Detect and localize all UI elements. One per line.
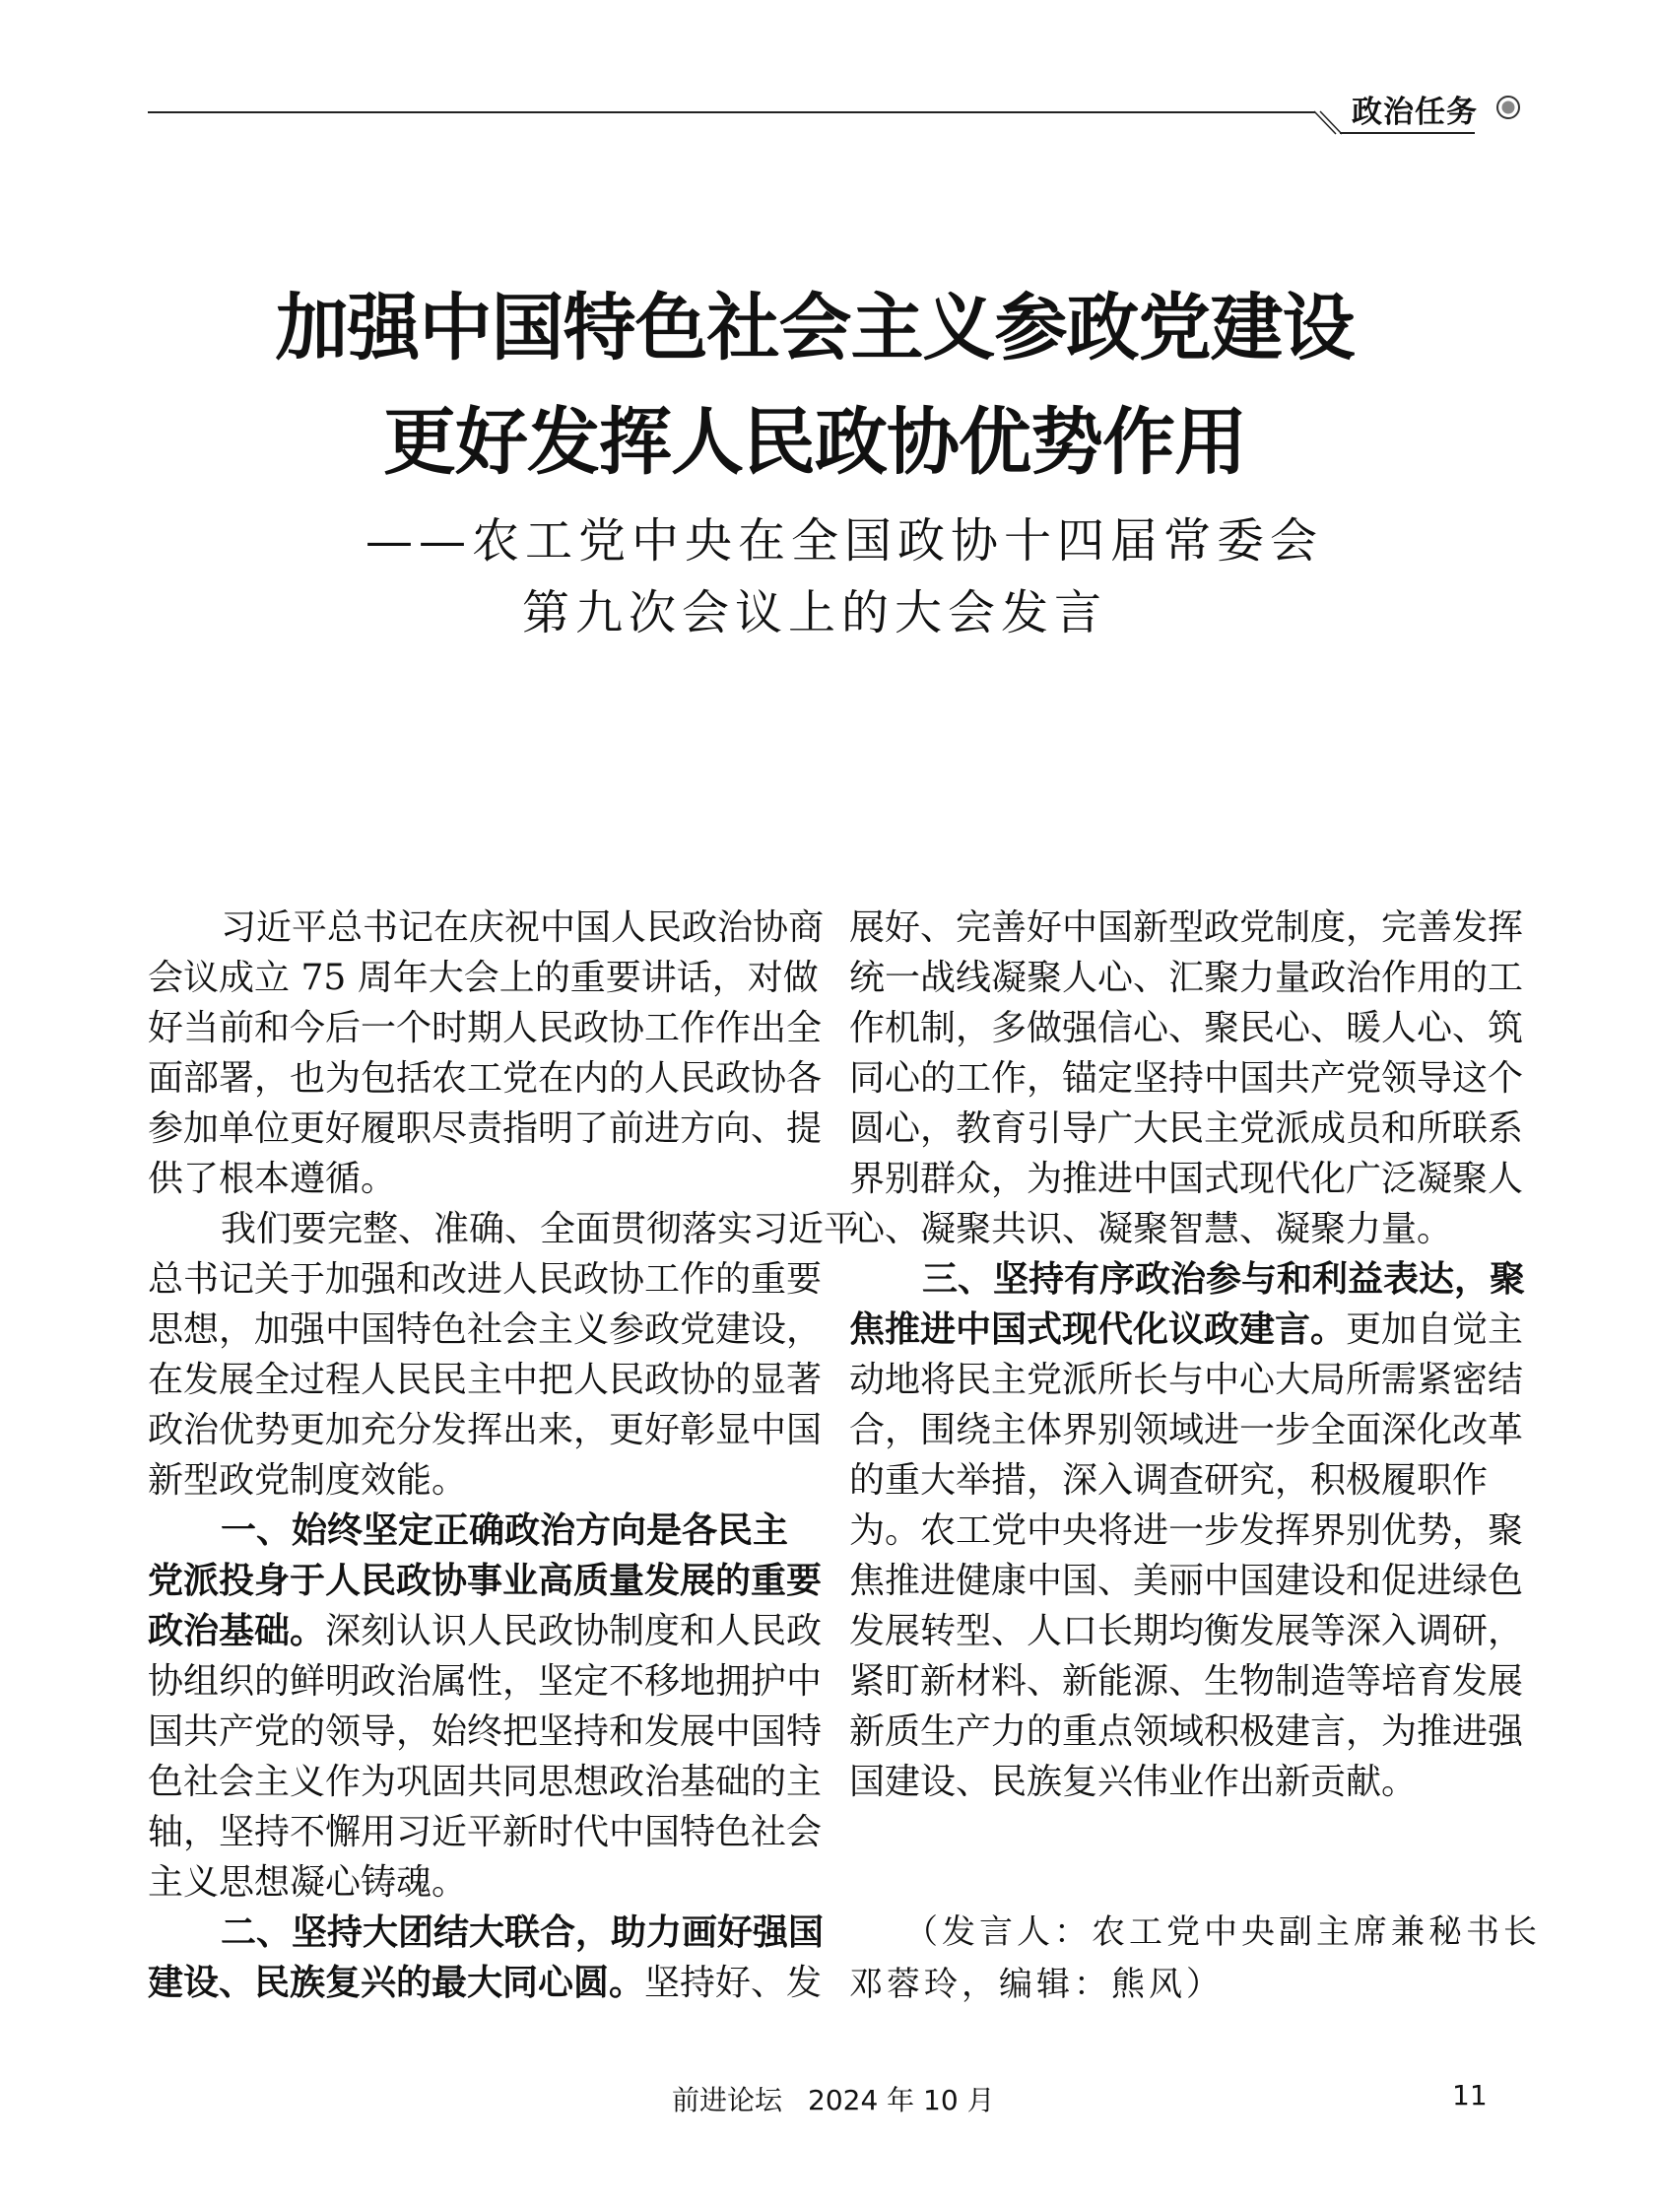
text-line <box>148 1003 823 1053</box>
body-text: 深刻认识人民政协制度和人民政 <box>325 1611 823 1651</box>
text-line <box>148 953 819 1003</box>
body-text: 发展转型、人口长期均衡发展等深入调研， <box>849 1611 1524 1651</box>
body-text: 国共产党的领导，始终把坚持和发展中国特 <box>148 1711 823 1752</box>
body-text: 色社会主义作为巩固共同思想政治基础的主 <box>148 1762 823 1802</box>
body-text: 主义思想凝心铸魂。 <box>148 1862 468 1903</box>
text-line <box>849 1606 1524 1656</box>
bold-heading-text: 政治基础。 <box>148 1611 326 1651</box>
author-note <box>849 1907 1541 2011</box>
text-line <box>849 953 1524 1003</box>
text-line <box>148 1556 823 1606</box>
body-text: 政治优势更加充分发挥出来，更好彰显中国 <box>148 1410 823 1450</box>
body-text: 坚持好、发 <box>644 1963 823 2003</box>
footer-date: 2024 年 10 月 <box>808 2084 995 2116</box>
text-line <box>849 1707 1524 1757</box>
bold-heading-text: 焦推进中国式现代化议政建言。 <box>849 1309 1347 1350</box>
body-text: 动地将民主党派所长与中心大局所需紧密结 <box>849 1360 1524 1400</box>
text-line <box>849 1757 1476 1807</box>
text-line <box>148 1606 823 1656</box>
article-title-line2: 更好发挥人民政协优势作用 <box>383 400 1246 485</box>
text-line <box>148 1656 823 1707</box>
body-text: 国建设、民族复兴伟业作出新贡献。 <box>849 1762 1418 1802</box>
text-line <box>148 1405 823 1455</box>
text-line <box>849 1355 1524 1405</box>
body-text: 总书记关于加强和改进人民政协工作的重要 <box>148 1259 823 1300</box>
text-line <box>148 1707 823 1757</box>
bold-heading-text: 党派投身于人民政协事业高质量发展的重要 <box>148 1561 823 1601</box>
bold-heading-text: 建设、民族复兴的最大同心圆。 <box>148 1963 645 2003</box>
text-line <box>148 1455 774 1506</box>
body-text: 为。农工党中央将进一步发挥界别优势，聚 <box>849 1510 1524 1551</box>
body-text: 界别群众，为推进中国式现代化广泛凝聚人 <box>849 1159 1524 1199</box>
body-text: 在发展全过程人民民主中把人民政协的显著 <box>148 1360 823 1400</box>
page-number: 11 <box>1452 2079 1488 2111</box>
header-underline <box>1340 132 1475 134</box>
section-label: 政治任务 <box>1352 95 1478 130</box>
body-text: 会议成立 75 周年大会上的重要讲话，对做 <box>148 958 819 998</box>
text-line <box>148 1254 823 1305</box>
body-text: 好当前和今后一个时期人民政协工作作出全 <box>148 1008 823 1048</box>
body-column-left <box>148 903 860 2008</box>
body-text: 更加自觉主 <box>1346 1309 1524 1350</box>
header-rule <box>148 111 1315 113</box>
body-text: 统一战线凝聚人心、汇聚力量政治作用的工 <box>849 958 1524 998</box>
text-line <box>148 1807 823 1857</box>
body-text: 同心的工作，锚定坚持中国共产党领导这个 <box>849 1058 1524 1099</box>
text-line <box>849 1405 1524 1455</box>
body-text: 的重大举措，深入调查研究，积极履职作 <box>849 1460 1489 1501</box>
body-text: 作机制，多做强信心、聚民心、暖人心、筑 <box>849 1008 1524 1048</box>
text-line <box>148 1355 823 1405</box>
footer-journal: 前进论坛 <box>672 2084 783 2116</box>
body-text: 紧盯新材料、新能源、生物制造等培育发展 <box>849 1661 1524 1702</box>
text-line <box>849 1506 1524 1556</box>
text-line <box>849 1003 1524 1053</box>
body-text: 合，围绕主体界别领域进一步全面深化改革 <box>849 1410 1524 1450</box>
body-text: 轴，坚持不懈用习近平新时代中国特色社会 <box>148 1812 823 1852</box>
text-line <box>849 1053 1524 1104</box>
body-text: 习近平总书记在庆祝中国人民政治协商 <box>221 907 825 948</box>
text-line <box>148 1053 823 1104</box>
text-line <box>148 1204 860 1254</box>
bold-heading-text: 三、坚持有序政治参与和利益表达，聚 <box>922 1259 1526 1300</box>
text-line <box>849 1556 1524 1606</box>
article-subtitle-line1: ——农工党中央在全国政协十四届常委会 <box>365 513 1323 569</box>
body-text: 协组织的鲜明政治属性，坚定不移地拥护中 <box>148 1661 823 1702</box>
text-line <box>849 1656 1524 1707</box>
body-text: 面部署，也为包括农工党在内的人民政协各 <box>148 1058 823 1099</box>
body-text: 新型政党制度效能。 <box>148 1460 468 1501</box>
body-text: 心、凝聚共识、凝聚智慧、凝聚力量。 <box>849 1209 1453 1249</box>
text-line <box>849 1455 1489 1506</box>
body-text: 圆心，教育引导广大民主党派成员和所联系 <box>849 1108 1524 1149</box>
body-text: 思想，加强中国特色社会主义参政党建设， <box>148 1309 823 1350</box>
article-title-line1: 加强中国特色社会主义参政党建设 <box>275 286 1355 370</box>
text-line <box>148 1154 774 1204</box>
body-text: 参加单位更好履职尽责指明了前进方向、提 <box>148 1108 823 1149</box>
text-line <box>148 1958 823 2008</box>
text-line <box>148 1104 823 1154</box>
bold-heading-text: 一、始终坚定正确政治方向是各民主 <box>221 1510 789 1551</box>
body-text: 新质生产力的重点领域积极建言，为推进强 <box>849 1711 1524 1752</box>
text-line <box>148 1857 774 1908</box>
body-column-right <box>849 903 1526 1807</box>
author-note-line2: 邓蓉玲，编辑：熊风） <box>849 1965 1224 2004</box>
text-line <box>148 1757 823 1807</box>
bold-heading-text: 二、坚持大团结大联合，助力画好强国 <box>221 1912 825 1953</box>
text-line <box>148 1305 823 1355</box>
article-subtitle-line2: 第九次会议上的大会发言 <box>521 585 1107 640</box>
text-line <box>849 1305 1524 1355</box>
bullseye-icon <box>1495 95 1521 120</box>
text-line <box>148 903 825 953</box>
text-line <box>148 1506 789 1556</box>
body-text: 供了根本遵循。 <box>148 1159 397 1199</box>
author-note-line1: （发言人：农工党中央副主席兼秘书长 <box>904 1912 1541 1952</box>
text-line <box>849 1254 1526 1305</box>
text-line <box>849 1104 1524 1154</box>
body-text: 展好、完善好中国新型政党制度，完善发挥 <box>849 907 1524 948</box>
text-line <box>849 1204 1476 1254</box>
text-line <box>849 1154 1524 1204</box>
text-line <box>849 903 1524 953</box>
body-text: 我们要完整、准确、全面贯彻落实习近平 <box>221 1209 860 1249</box>
body-text: 焦推进健康中国、美丽中国建设和促进绿色 <box>849 1561 1524 1601</box>
text-line <box>148 1908 825 1958</box>
